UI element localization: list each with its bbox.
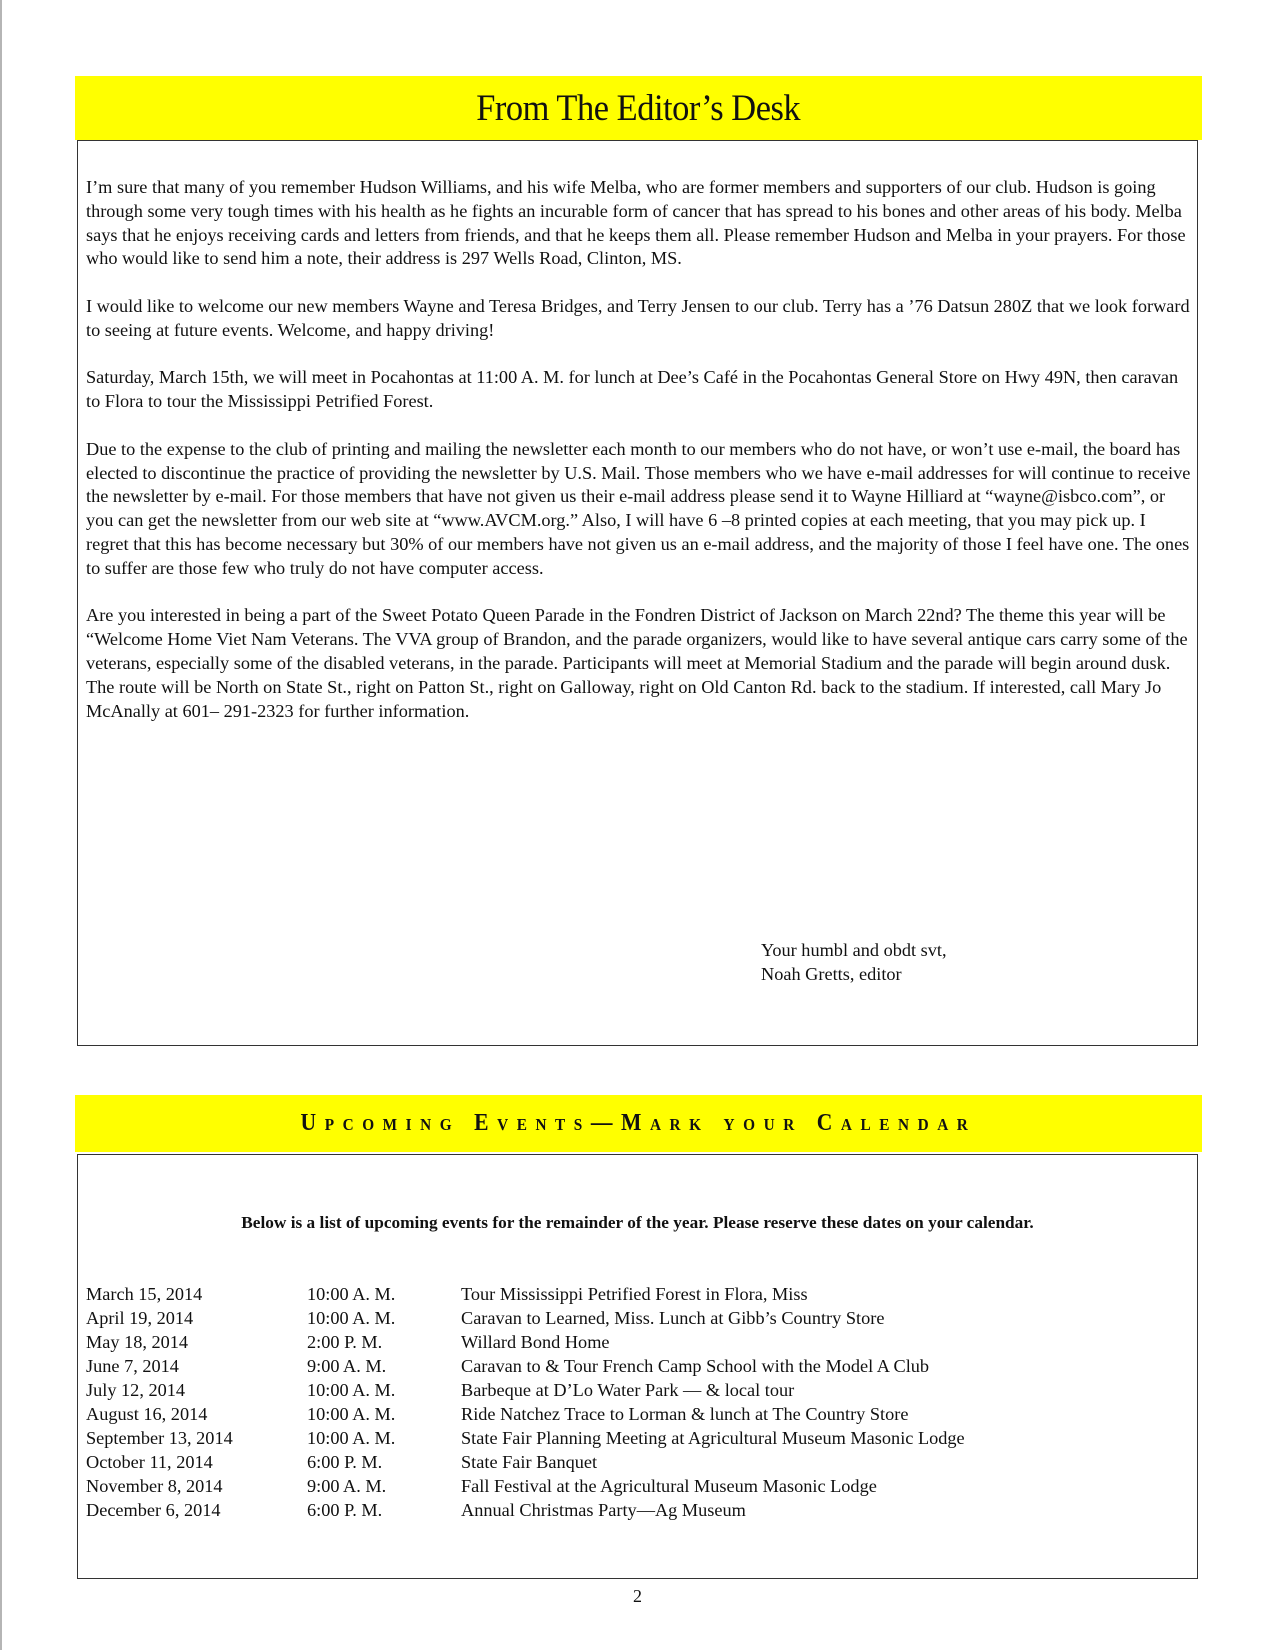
editor-section-title: From The Editor’s Desk — [476, 87, 801, 129]
event-description: Barbeque at D’Lo Water Park — & local tour — [461, 1380, 795, 1400]
event-date: December 6, 2014 — [86, 1500, 221, 1520]
event-date: September 13, 2014 — [86, 1428, 233, 1448]
event-row — [86, 1306, 965, 1330]
event-description: State Fair Banquet — [461, 1452, 598, 1472]
editor-letter — [86, 176, 1191, 747]
event-time: 10:00 A. M. — [307, 1380, 396, 1400]
event-date: April 19, 2014 — [86, 1308, 194, 1328]
editor-section-banner — [75, 76, 1202, 140]
event-time: 10:00 A. M. — [307, 1428, 396, 1448]
event-date: November 8, 2014 — [86, 1476, 223, 1496]
paragraph-hudson: I’m sure that many of you remember Hudson Williams, and his wife Melba, who are former members and supporters of our club. Hudson is going through some very tough times with his health as he fights an incurable form of cancer that has spread to his bones and other areas of his body. Melba says that he enjoys receiving cards and letters from friends, and that he keeps them all. Please remember Hudson and Melba in your prayers. For those who would like to send him a note, their address is 297 Wells Road, Clinton, MS. — [86, 177, 1186, 269]
editor-signoff — [761, 939, 947, 987]
event-time: 9:00 A. M. — [307, 1356, 387, 1376]
event-time: 2:00 P. M. — [307, 1332, 383, 1352]
events-list — [86, 1282, 965, 1522]
event-row — [86, 1330, 965, 1354]
page-edge-rule — [0, 0, 2, 1650]
event-date: July 12, 2014 — [86, 1380, 186, 1400]
event-description: Caravan to & Tour French Camp School with the Model A Club — [461, 1356, 930, 1376]
paragraph-march-meeting: Saturday, March 15th, we will meet in Pocahontas at 11:00 A. M. for lunch at Dee’s Café in the Pocahontas General Store on Hwy 49N, then caravan to Flora to tour the Mississippi Petrified Forest. — [86, 367, 1179, 412]
page-number: 2 — [633, 1586, 642, 1606]
editor-section-box — [77, 140, 1198, 1046]
event-description: Ride Natchez Trace to Lorman & lunch at The Country Store — [461, 1404, 909, 1424]
event-time: 10:00 A. M. — [307, 1308, 396, 1328]
event-description: Annual Christmas Party—Ag Museum — [461, 1500, 746, 1520]
event-time: 10:00 A. M. — [307, 1404, 396, 1424]
event-date: October 11, 2014 — [86, 1452, 213, 1472]
event-date: August 16, 2014 — [86, 1404, 208, 1424]
event-time: 6:00 P. M. — [307, 1500, 383, 1520]
event-row — [86, 1354, 965, 1378]
paragraph-newsletter-email: Due to the expense to the club of printing and mailing the newsletter each month to our members who do not have, or won’t use e-mail, the board has elected to discontinue the practice of providing the newsletter by U.S. Mail. Those members who we have e-mail addresses for will continue to receive the newsletter by e-mail. For those members that have not given us their e-mail address please send it to Wayne Hilliard at “wayne@isbco.com”, or you can get the newsletter from our web site at “www.AVCM.org.” Also, I will have 6 –8 printed copies at each meeting, that you may pick up. I regret that this has become necessary but 30% of our members have not given us an e-mail address, and the majority of those I feel have one. The ones to suffer are those few who truly do not have computer access. — [86, 438, 1191, 578]
event-description: Caravan to Learned, Miss. Lunch at Gibb’s Country Store — [461, 1308, 885, 1328]
event-row — [86, 1474, 965, 1498]
paragraph-parade: Are you interested in being a part of the Sweet Potato Queen Parade in the Fondren District of Jackson on March 22nd? The theme this year will be “Welcome Home Viet Nam Veterans. The VVA group of Brandon, and the parade organizers, would like to have several antique cars carry some of the veterans, especially some of the disabled veterans, in the parade. Participants will meet at Memorial Stadium and the parade will begin around dusk. The route will be North on State St., right on Patton St., right on Galloway, right on Old Canton Rd. back to the stadium. If interested, call Mary Jo McAnally at 601– 291-2323 for further information. — [86, 605, 1188, 721]
event-date: March 15, 2014 — [86, 1284, 203, 1304]
events-intro: Below is a list of upcoming events for the remainder of the year. Please reserve these dates on your calendar. — [241, 1213, 1034, 1232]
event-row — [86, 1450, 965, 1474]
paragraph-new-members: I would like to welcome our new members Wayne and Teresa Bridges, and Terry Jensen to our club. Terry has a ’76 Datsun 280Z that we look forward to seeing at future events. Welcome, and happy driving! — [86, 295, 1190, 340]
event-row — [86, 1426, 965, 1450]
event-description: Tour Mississippi Petrified Forest in Flora, Miss — [461, 1284, 808, 1304]
event-time: 6:00 P. M. — [307, 1452, 383, 1472]
event-description: Fall Festival at the Agricultural Museum Masonic Lodge — [461, 1476, 877, 1496]
event-description: State Fair Planning Meeting at Agricultural Museum Masonic Lodge — [461, 1428, 965, 1448]
event-date: June 7, 2014 — [86, 1356, 179, 1376]
signoff-closing: Your humbl and obdt svt, — [761, 940, 947, 960]
events-section-title: Upcoming Events—Mark your Calendar — [300, 1110, 977, 1136]
events-section-box — [77, 1154, 1198, 1579]
signoff-name: Noah Gretts, editor — [761, 963, 902, 984]
event-row — [86, 1282, 965, 1306]
event-date: May 18, 2014 — [86, 1332, 189, 1352]
event-description: Willard Bond Home — [461, 1332, 610, 1352]
event-row — [86, 1498, 965, 1522]
event-row — [86, 1402, 965, 1426]
event-time: 10:00 A. M. — [307, 1284, 396, 1304]
event-time: 9:00 A. M. — [307, 1476, 387, 1496]
event-row — [86, 1378, 965, 1402]
events-section-banner — [75, 1095, 1202, 1152]
